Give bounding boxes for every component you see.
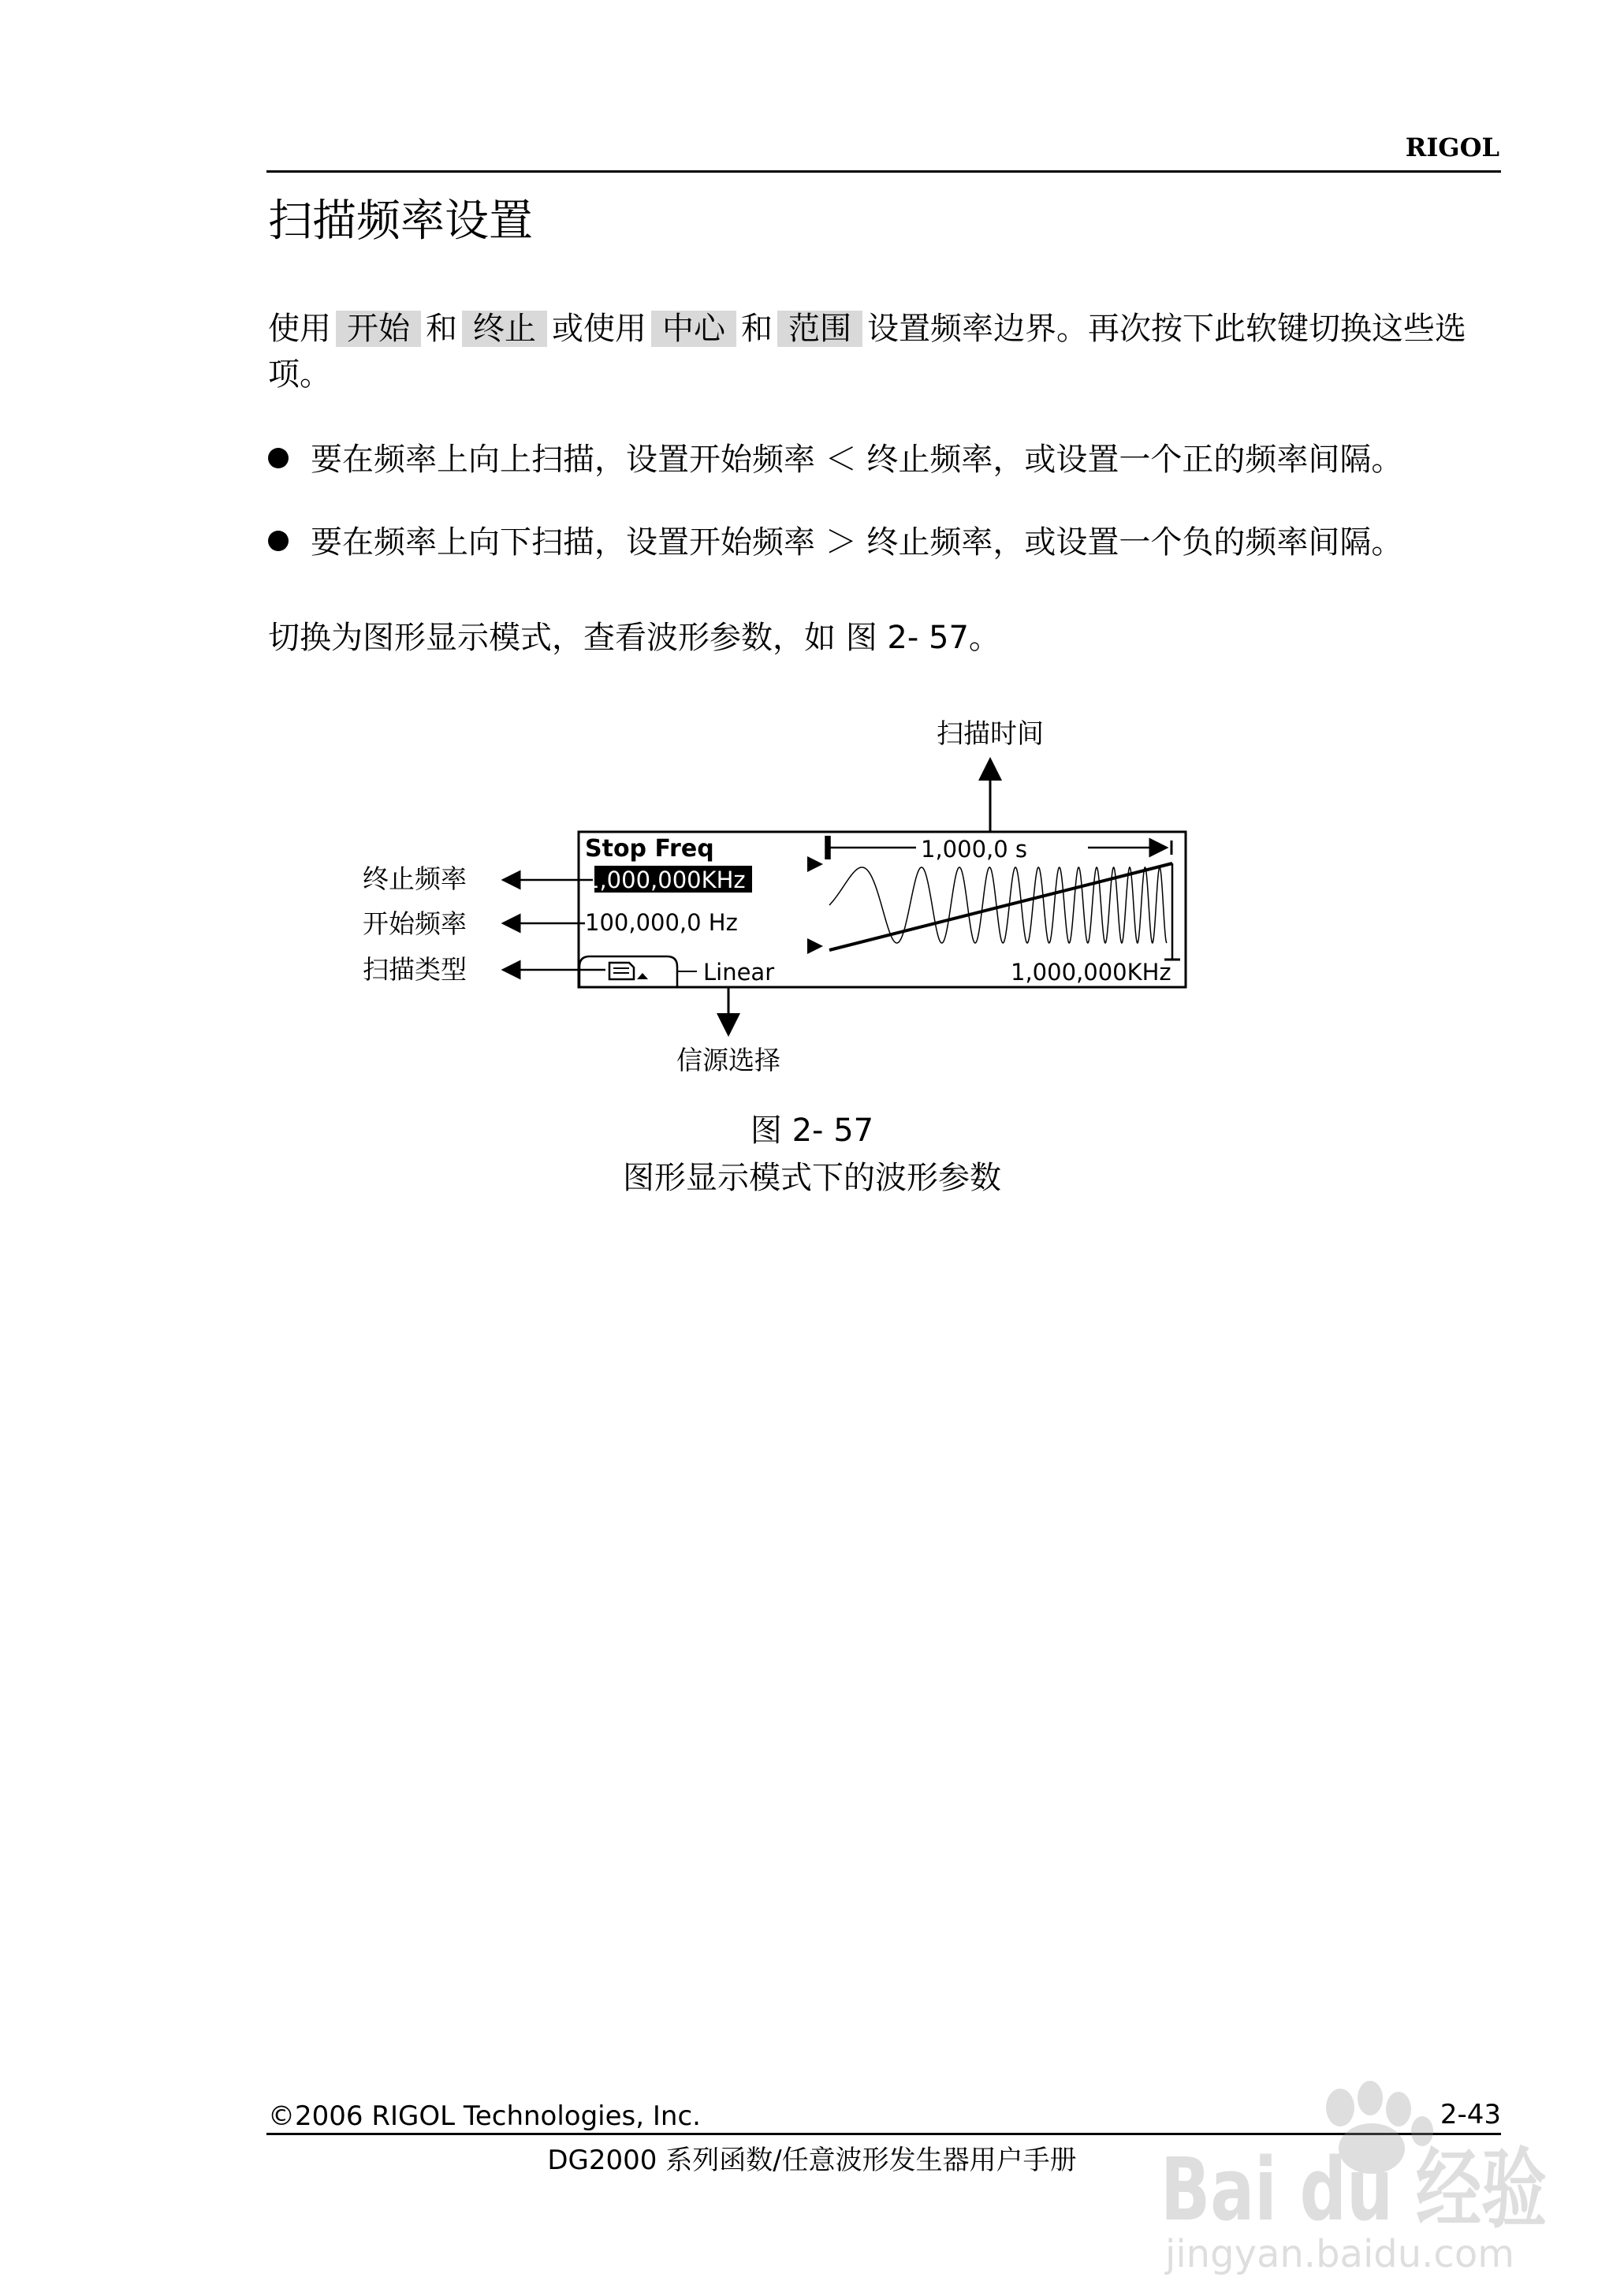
callout-stop-freq: 终止频率 [363,863,467,894]
intro-text-1: 使用 [268,311,331,347]
bullet-text: 要在频率上向上扫描，设置开始频率 ＜ 终止频率，或设置一个正的频率间隔。 [311,442,1403,478]
figure-caption-text: 图形显示模式下的波形参数 [623,1160,1001,1196]
softkey-stop: 终止 [462,311,547,347]
intro-paragraph [268,306,1503,397]
watermark-url: jingyan.baidu.com [1165,2232,1514,2276]
callout-source-select: 信源选择 [676,1045,780,1075]
callout-start-freq: 开始频率 [363,908,467,939]
intro-text-2: 和 [426,311,457,347]
softkey-span: 范围 [777,311,862,347]
bullet-sweep-up [268,438,1503,482]
lcd-end-freq-value: 1,000,000KHz [1011,959,1171,986]
intro-text-3: 或使用 [552,311,646,347]
footer-page-number: 2-43 [1440,2099,1501,2130]
watermark-logo-text: Bai du 经验 [1160,2139,1547,2240]
bullet-text: 要在频率上向下扫描，设置开始频率 ＞ 终止频率，或设置一个负的频率间隔。 [311,524,1403,561]
figure-2-57-diagram [339,702,1246,1088]
graph-mode-note: 切换为图形显示模式，查看波形参数，如 图 2- 57。 [268,620,1000,656]
lcd-param-title: Stop Freq [585,835,714,863]
callout-sweep-type: 扫描类型 [363,954,467,985]
softkey-center: 中心 [651,311,736,347]
lcd-stop-freq-value: 1,000,000KHz [585,867,746,893]
lcd-sweep-type-value: Linear [703,959,775,986]
brand-logo-text: RIGOL [1405,132,1499,162]
intro-text-5: 设置频率边界。再次按下此软键切换这些选项。 [268,311,1466,393]
bullet-dot-icon [268,531,289,551]
baidu-jingyan-watermark [1157,2070,1551,2275]
intro-text-4: 和 [741,311,773,347]
section-title: 扫描频率设置 [268,196,533,247]
header-rule [266,170,1501,173]
lcd-time-value: 1,000,0 s [921,836,1028,863]
bullet-sweep-down [268,520,1503,565]
lcd-start-freq-value: 100,000,0 Hz [585,909,738,936]
softkey-start: 开始 [336,311,421,347]
footer-copyright: ©2006 RIGOL Technologies, Inc. [268,2100,701,2132]
callout-sweep-time: 扫描时间 [937,718,1044,750]
bullet-dot-icon [268,448,289,468]
footer-manual-title: DG2000 系列函数/任意波形发生器用户手册 [547,2145,1077,2176]
figure-caption-number: 图 2- 57 [750,1113,874,1149]
